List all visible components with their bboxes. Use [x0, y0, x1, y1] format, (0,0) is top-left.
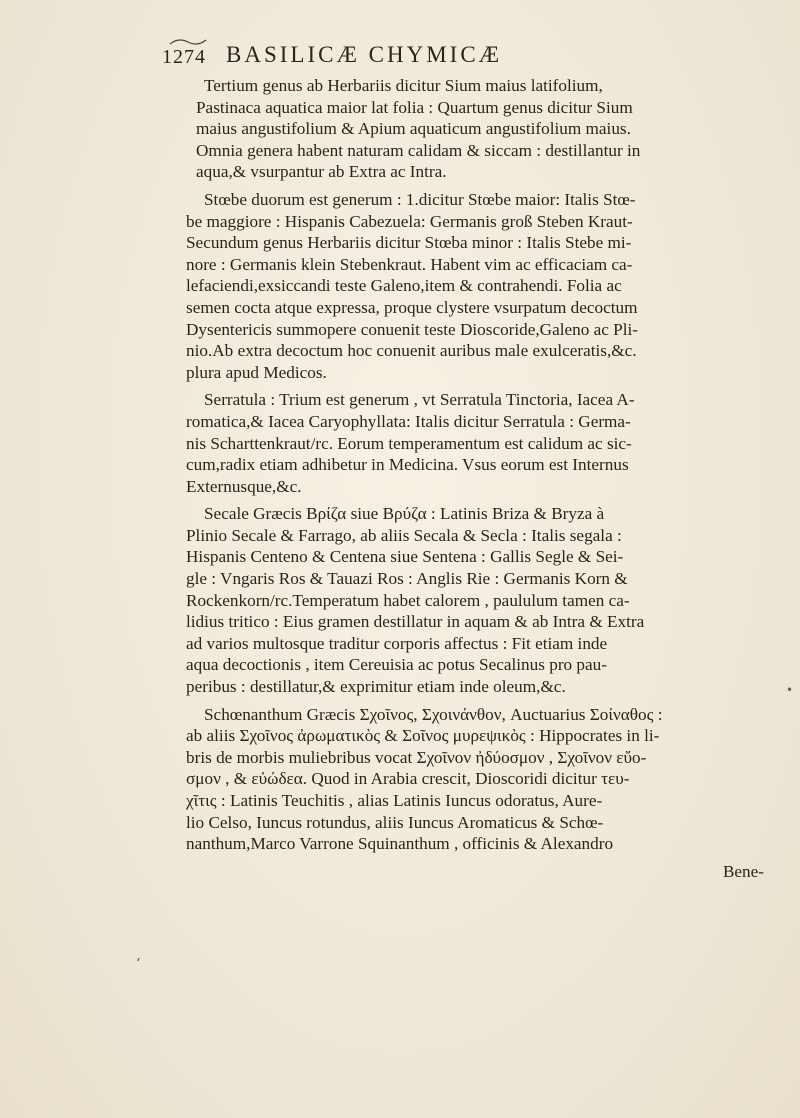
text-line: Secundum genus Herbariis dicitur Stœba minor : Italis Stebe mi-: [186, 233, 632, 253]
text-line: lidius tritico : Eius gramen destillatur in aquam & ab Intra & Extra: [186, 612, 645, 632]
text-line: ab aliis Σχοῖνος ἀρωματικὸς & Σοῖνος μυρεψικὸς : Hippocrates in li-: [186, 726, 660, 746]
text-line: Dysentericis summopere conuenit teste Dioscoride,Galeno ac Pli-: [186, 319, 638, 339]
text-line: Omnia genera habent naturam calidam & siccam : destillantur in: [196, 140, 641, 160]
catchword: Bene-: [722, 861, 764, 881]
text-line: Schœnanthum Græcis Σχοῖνος, Σχοινάνθον, Auctuarius Σοίναθος :: [204, 704, 663, 724]
text-line: χῖτις : Latinis Teuchitis , alias Latinis Iuncus odoratus, Aure-: [186, 791, 603, 810]
text-line: maius angustifolium & Apium aquaticum angustifolium maius.: [196, 119, 631, 139]
text-line: Externusque,&c.: [186, 476, 302, 496]
text-line: peribus : destillatur,& exprimitur etiam inde oleum,&c.: [186, 677, 566, 697]
text-line: aqua,& vsurpantur ab Extra ac Intra.: [196, 162, 447, 182]
margin-dot: •: [786, 683, 794, 697]
running-title: BASILICÆ CHYMICÆ: [226, 42, 503, 67]
text-line: romatica,& Iacea Caryophyllata: Italis dicitur Serratula : Germa-: [186, 411, 631, 431]
page-number: 1274: [162, 46, 206, 68]
text-line: lio Celso, Iuncus rotundus, aliis Iuncus Aromaticus & Schœ-: [186, 812, 604, 832]
text-line: Plinio Secale & Farrago, ab aliis Secala & Secla : Italis segala :: [186, 525, 622, 545]
text-line: aqua decoctionis , item Cereuisia ac potus Secalinus pro pau-: [186, 655, 607, 675]
text-line: gle : Vngaris Ros & Tauazi Ros : Anglis Rie : Germanis Korn &: [186, 569, 628, 589]
paragraph-stoebe: [186, 189, 774, 383]
body-text: [186, 75, 774, 882]
text-line: Serratula : Trium est generum , vt Serratula Tinctoria, Iacea A-: [204, 390, 635, 410]
text-line: bris de morbis muliebribus vocat Σχοῖνον ἠδύοσμον , Σχοῖνον εὔο-: [186, 747, 647, 767]
text-line: nore : Germanis klein Stebenkraut. Habent vim ac efficaciam ca-: [186, 254, 633, 274]
text-line: σμον , & εὐώδεα. Quod in Arabia crescit, Dioscoridi dicitur τευ-: [186, 769, 630, 789]
paragraph-serratula: [186, 389, 774, 497]
paragraph-schoenanthum: [186, 704, 774, 855]
text-line: nis Scharttenkraut/rc. Eorum temperamentum est calidum ac sic-: [186, 433, 632, 453]
text-line: be maggiore : Hispanis Cabezuela: Germanis groß Steben Kraut-: [186, 211, 633, 231]
text-line: Pastinaca aquatica maior lat folia : Quartum genus dicitur Sium: [196, 97, 633, 117]
text-line: semen cocta atque expressa, proque clystere vsurpatum decoctum: [186, 297, 638, 317]
text-line: Secale Græcis Βρίζα siue Βρύζα : Latinis Briza & Bryza à: [204, 504, 605, 524]
text-line: nio.Ab extra decoctum hoc conuenit auribus male exulceratis,&c.: [186, 341, 637, 361]
text-line: nanthum,Marco Varrone Squinanthum , officinis & Alexandro: [186, 834, 614, 854]
text-line: ad varios multosque traditur corporis affectus : Fit etiam inde: [186, 633, 608, 653]
text-line: cum,radix etiam adhibetur in Medicina. Vsus eorum est Internus: [186, 455, 629, 475]
paragraph-sium: [186, 75, 774, 183]
margin-mark: ‘: [136, 956, 141, 972]
text-line: plura apud Medicos.: [186, 362, 327, 382]
paragraph-secale: [186, 503, 774, 697]
page-header: [162, 42, 762, 70]
text-line: Stœbe duorum est generum : 1.dicitur Stœbe maior: Italis Stœ-: [204, 189, 636, 209]
text-line: Hispanis Centeno & Centena siue Sentena : Gallis Segle & Sei-: [186, 547, 624, 567]
text-line: Rockenkorn/rc.Temperatum habet calorem , paululum tamen ca-: [186, 590, 630, 610]
text-line: lefaciendi,exsiccandi teste Galeno,item & contrahendi. Folia ac: [186, 276, 622, 296]
text-line: Tertium genus ab Herbariis dicitur Sium maius latifolium,: [204, 76, 603, 95]
